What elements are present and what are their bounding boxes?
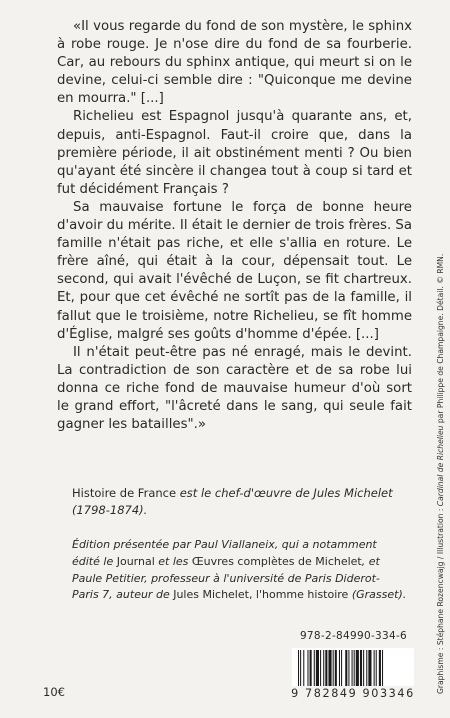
isbn-text: 978-2-84990-334-6 [299, 630, 408, 642]
edition-line-3: Paule Petitier, professeur à l'université de Paris Diderot- [72, 571, 380, 585]
quote-paragraph: Sa mauvaise fortune le força de bonne heure d'avoir du mérite. Il était le dernier de trois frères. Sa famille n'était pas riche, et elle s'allia en roture. Le frère aîné, qui était à la cour, dépensait tout. Le second, qui avait l'évêché de Luçon, se fit chartreux. Et, pour que cet évêché ne sortît pas de la famille, il fallut que le troisième, notre Richelieu, se fît homme d'Église, malgré ses goûts d'homme d'épée. [...] [57, 199, 412, 342]
quote-paragraph: «Il vous regarde du fond de son mystère, le sphinx à robe rouge. Je n'ose dire du fond de sa fourberie. Car, au rebours du sphinx antique, qui meurt si on le devine, celui-ci semble dire : "Quiconque me devine en mourra." [...] [57, 19, 412, 107]
work-credit-text: est le chef-d'œuvre de Jules Michelet [176, 486, 393, 500]
publisher: (Grasset). [348, 588, 407, 602]
barcode-number: 9 782849 903346 [284, 686, 422, 702]
oeuvres-title: Œuvres complètes de Michelet [191, 554, 362, 568]
price: 10€ [43, 685, 65, 699]
back-cover-quote [57, 18, 412, 434]
quote-paragraph: Richelieu est Espagnol jusqu'à quarante ans, et, depuis, anti-Espagnol. Faut-il croire que, dans la première période, il ait obstinément menti ? Ou bien qu'ayant été sincère il changea tout à coup si tard et fut décidément Français ? [57, 109, 412, 197]
book-title: Jules Michelet, l'homme histoire [173, 588, 349, 602]
author-dates: (1798-1874). [72, 502, 148, 517]
quote-paragraph: Il n'était peut-être pas né enragé, mais le devint. La contradiction de son caractère et de sa robe lui donna ce riche fond de mauvaise humeur d'où sort le grand effort, "l'âcreté dans le sang, qui seule fait gagner les batailles".» [57, 344, 412, 433]
work-credit [72, 485, 412, 518]
journal-title: Journal [116, 554, 155, 568]
work-title: Histoire de France [72, 486, 177, 500]
side-credit: Graphisme : Stéphane Rozencwajg / Illustration : Cardinal de Richelieu par Philippe de Champaigne. Détail. © RMN. [436, 253, 445, 694]
edition-line-1: Édition présentée par Paul Viallaneix, qui a notamment [72, 538, 377, 551]
edition-credit: Édition présentée par Paul Viallaneix, qui a notamment édité le Journal et les Œuvres complètes de Michelet, et Paule Petitier, professeur à l'université de Paris Diderot- Paris 7, auteur de Jules Michelet, l'homme histoire (Grasset). [72, 538, 407, 602]
